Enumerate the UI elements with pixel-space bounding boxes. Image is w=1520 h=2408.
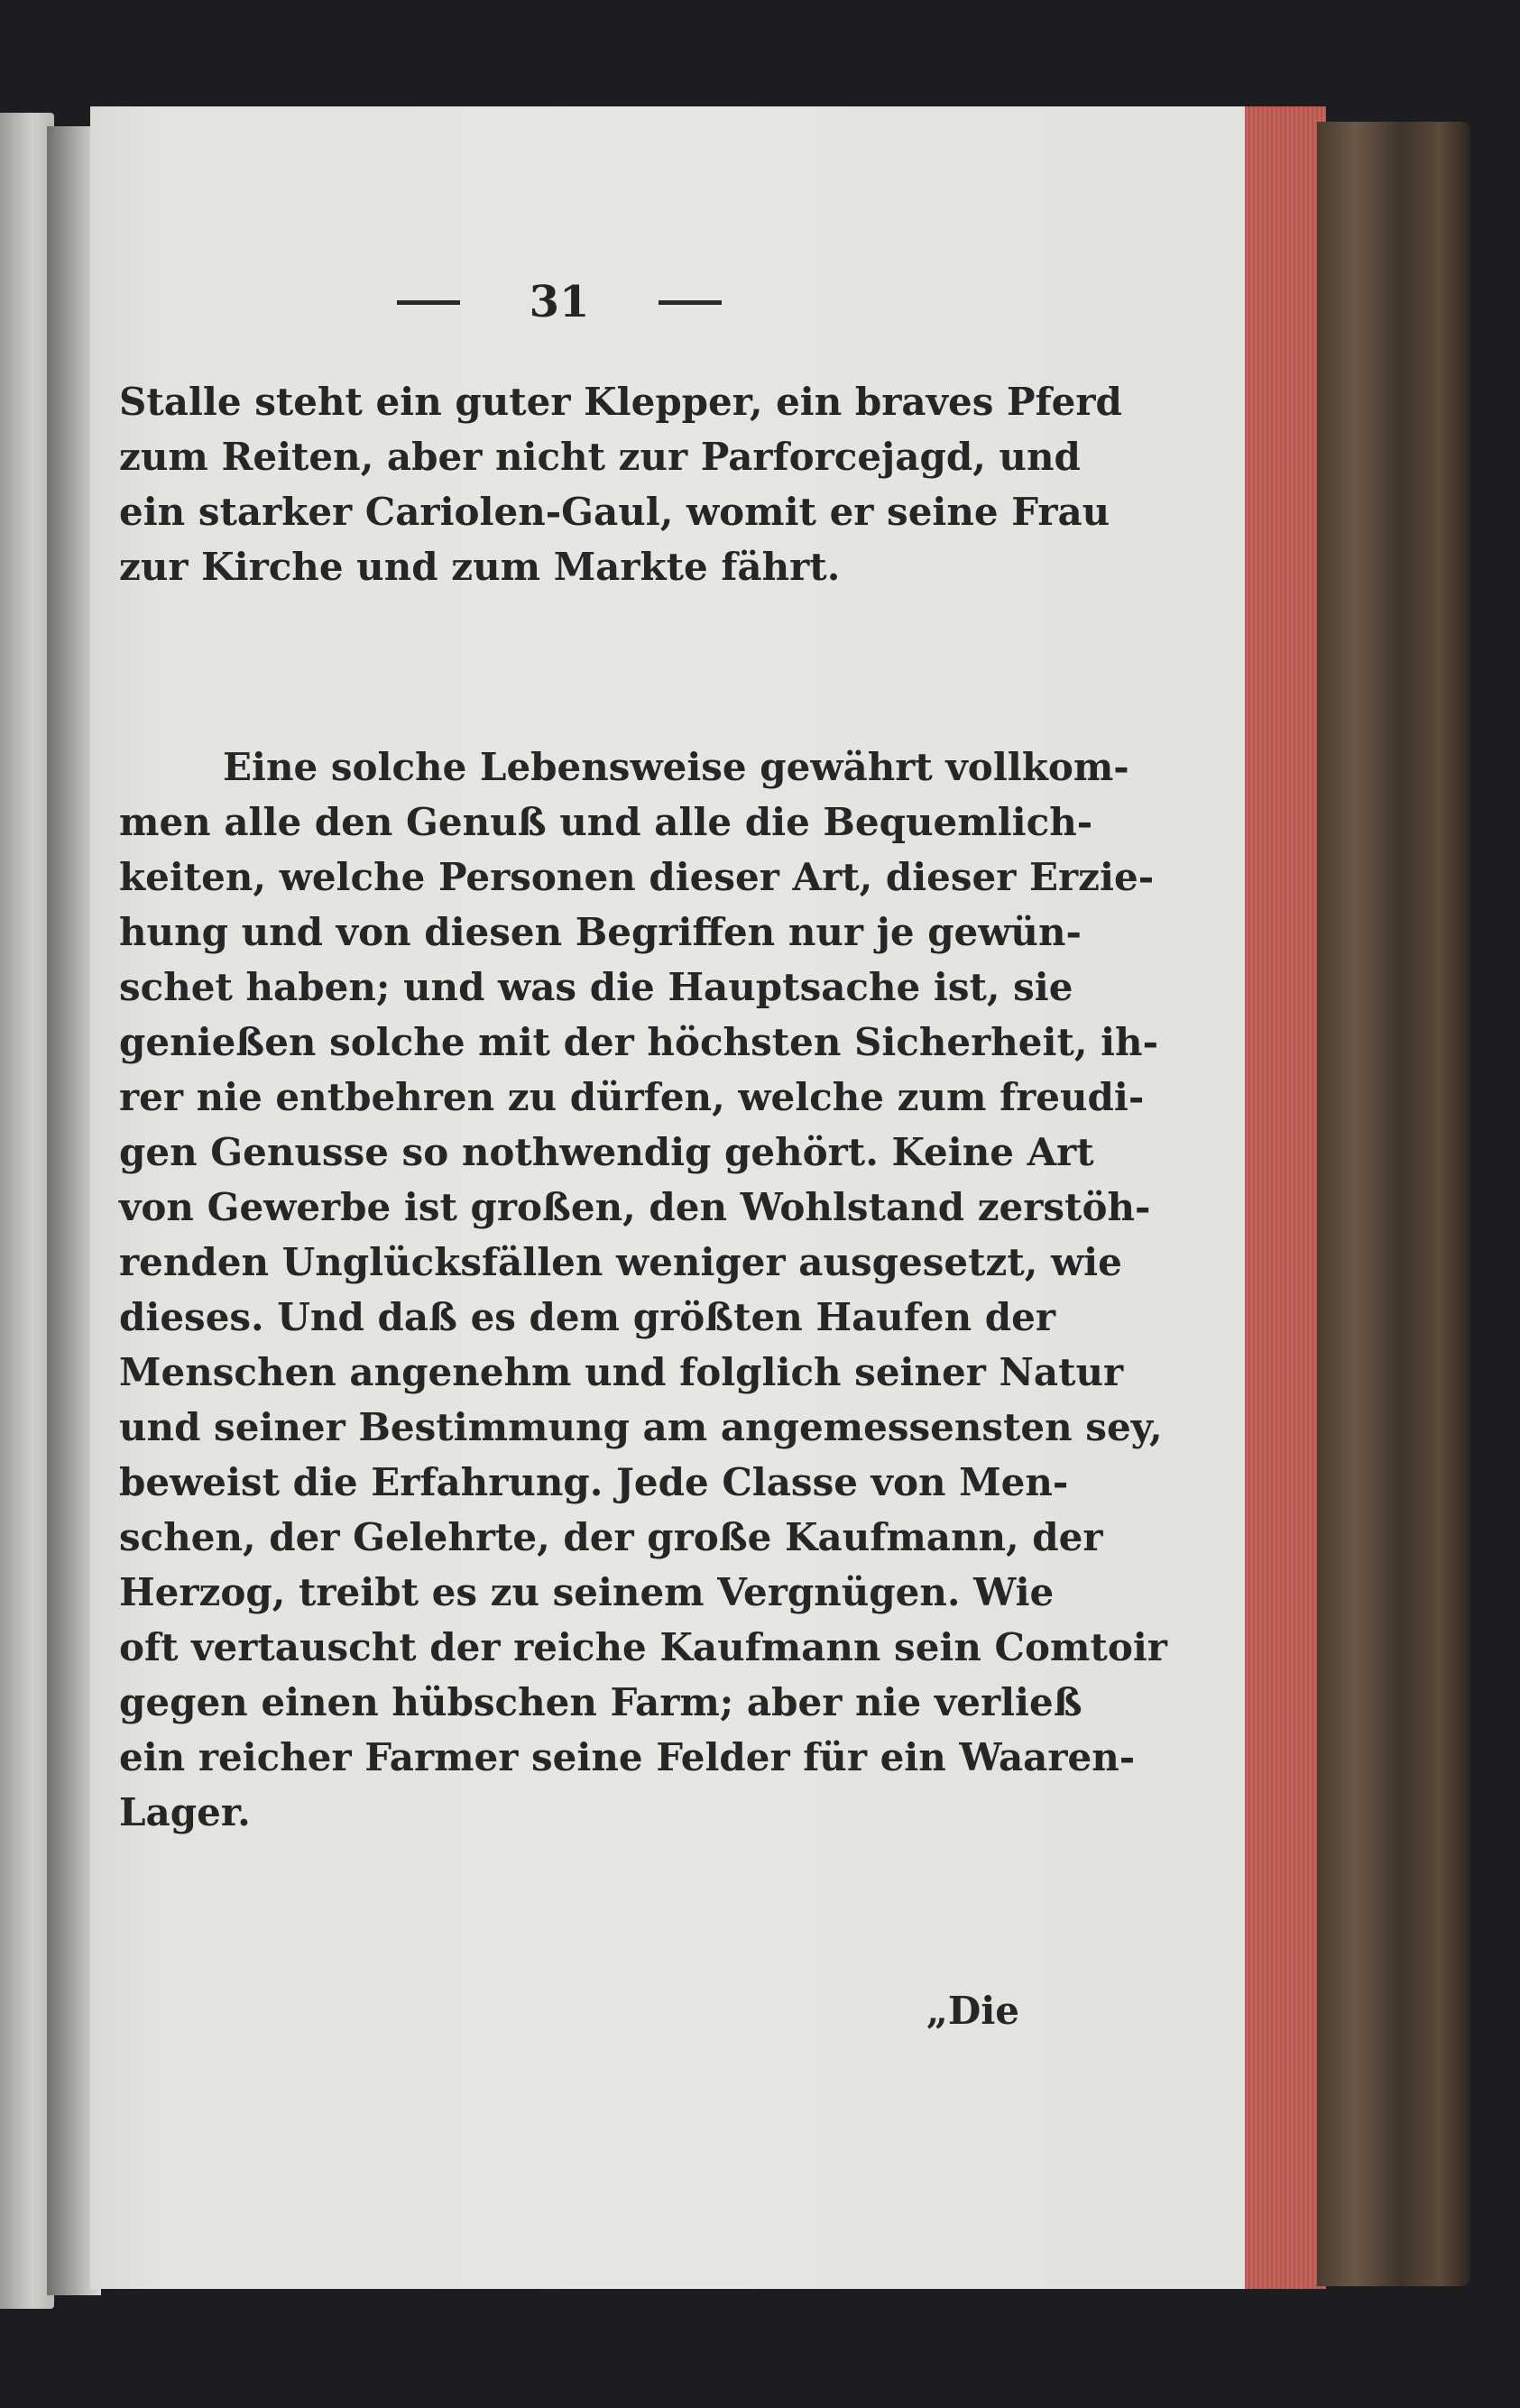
text-line: und seiner Bestimmung am angemessensten sey, <box>119 1405 1163 1449</box>
text-line: ein starker Cariolen-Gaul, womit er seine Frau <box>119 490 1110 534</box>
text-line: Stalle steht ein guter Klepper, ein braves Pferd <box>119 380 1122 424</box>
book-cover <box>1317 122 1470 2286</box>
text-line: dieses. Und daß es dem größten Haufen der <box>119 1295 1056 1339</box>
text-line: Menschen angenehm und folglich seiner Natur <box>119 1350 1124 1394</box>
text-line: Lager. <box>119 1790 251 1834</box>
text-line: renden Unglücksfällen weniger ausgesetzt, wie <box>119 1240 1122 1284</box>
text-line: Eine solche Lebensweise gewährt vollkom- <box>223 745 1129 789</box>
catchword: „Die <box>926 1989 1019 2033</box>
page-number: 31 <box>529 277 590 327</box>
text-line: oft vertauscht der reiche Kaufmann sein Comtoir <box>119 1625 1167 1669</box>
text-line: von Gewerbe ist großen, den Wohlstand zerstöh- <box>119 1185 1151 1229</box>
text-line: zur Kirche und zum Markte fährt. <box>119 545 841 589</box>
header-dash-right <box>659 300 722 305</box>
text-line: schen, der Gelehrte, der große Kaufmann, der <box>119 1515 1103 1559</box>
text-line: zum Reiten, aber nicht zur Parforcejagd, und <box>119 435 1081 479</box>
text-line: hung und von diesen Begriffen nur je gewün- <box>119 910 1082 954</box>
paragraph-2 <box>119 740 1167 1840</box>
page-header <box>397 262 722 343</box>
facing-page-edge <box>0 113 54 2309</box>
red-page-edges <box>1245 106 1326 2289</box>
header-dash-left <box>397 300 460 305</box>
text-line: keiten, welche Personen dieser Art, dieser Erzie- <box>119 855 1155 899</box>
text-line: gegen einen hübschen Farm; aber nie verließ <box>119 1680 1082 1724</box>
text-line: Herzog, treibt es zu seinem Vergnügen. Wie <box>119 1570 1055 1614</box>
text-line: men alle den Genuß und alle die Bequemlich- <box>119 800 1093 844</box>
text-line: schet haben; und was die Hauptsache ist, sie <box>119 965 1073 1009</box>
text-line: rer nie entbehren zu dürfen, welche zum freudi- <box>119 1075 1145 1119</box>
text-line: beweist die Erfahrung. Jede Classe von Men- <box>119 1460 1069 1504</box>
text-line: ein reicher Farmer seine Felder für ein Waaren- <box>119 1735 1136 1779</box>
text-line: genießen solche mit der höchsten Sicherheit, ih- <box>119 1020 1159 1064</box>
paragraph-1 <box>119 374 1122 594</box>
text-line: gen Genusse so nothwendig gehört. Keine Art <box>119 1130 1094 1174</box>
